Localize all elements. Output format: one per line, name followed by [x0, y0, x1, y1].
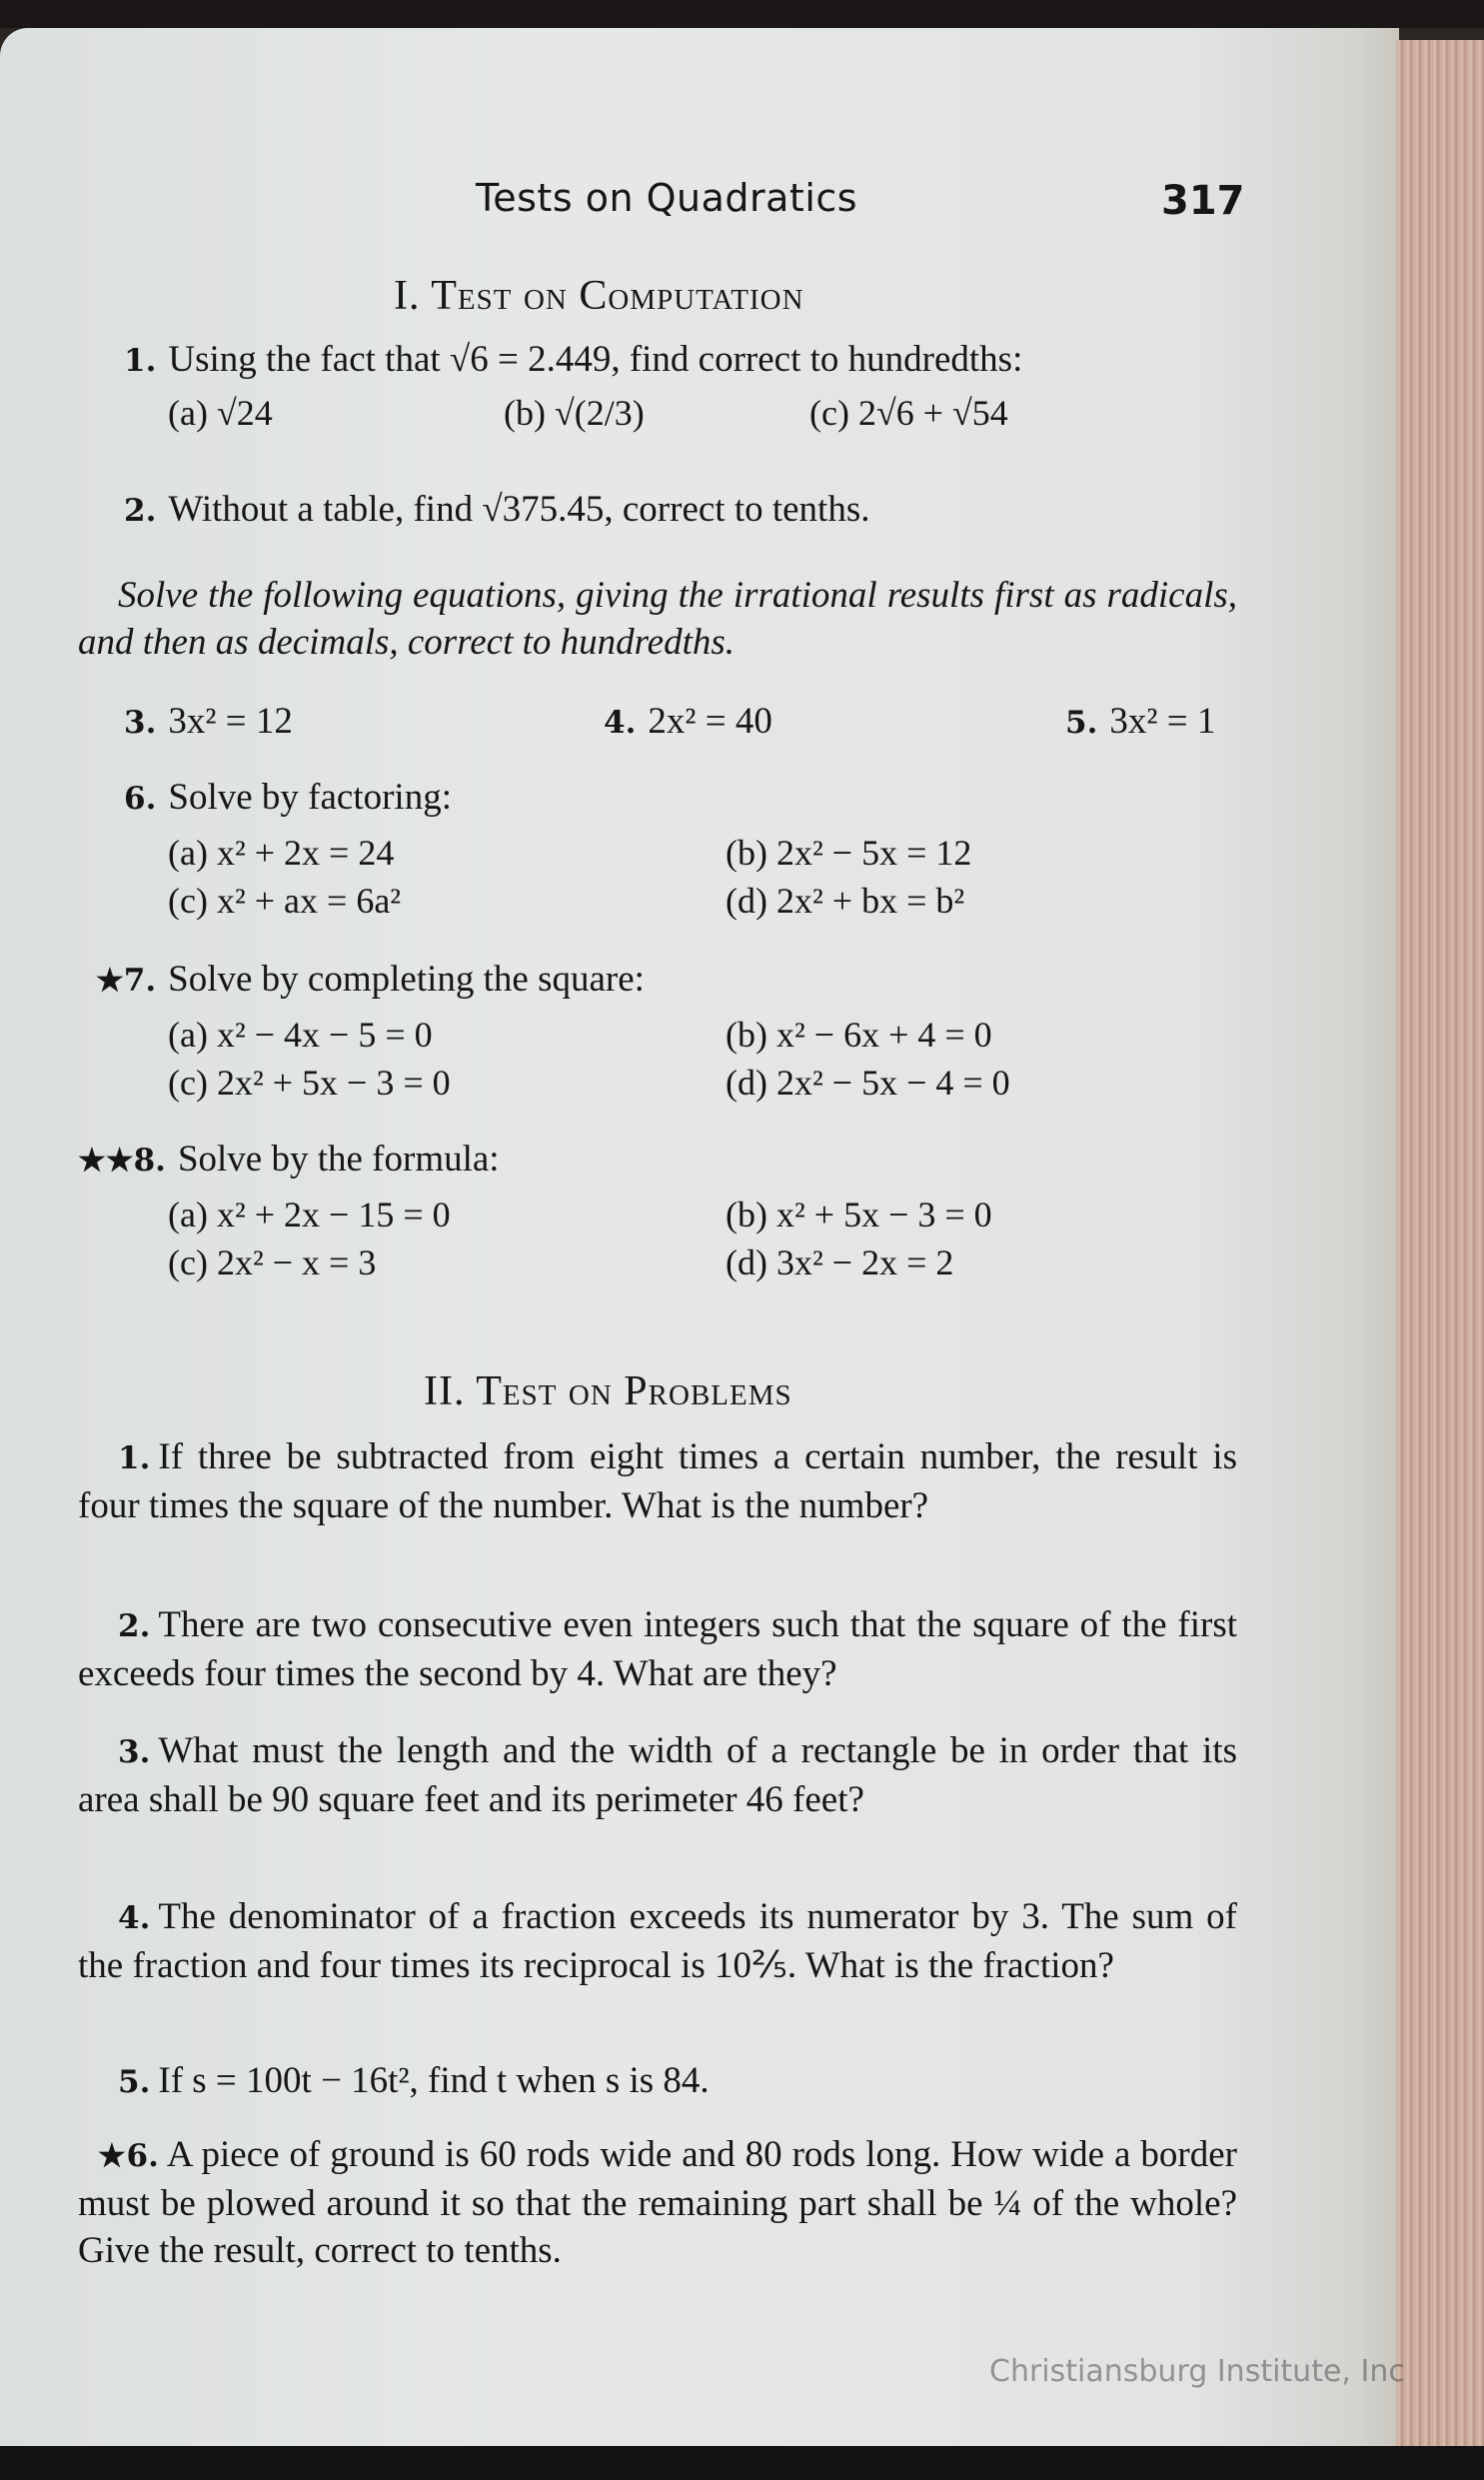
question-5: [1065, 700, 1215, 743]
question-1: [124, 338, 1022, 381]
problem-number: ★6.: [98, 2138, 159, 2174]
question-8-part-b: (b) x² + 5x − 3 = 0: [726, 1195, 992, 1235]
question-7-part-d: (d) 2x² − 5x − 4 = 0: [726, 1063, 1010, 1103]
bottom-border: [0, 2446, 1484, 2480]
question-7: [96, 958, 645, 1001]
question-number: ★★8.: [78, 1143, 166, 1179]
watermark: Christiansburg Institute, Inc: [989, 2354, 1405, 2389]
question-6-part-a: (a) x² + 2x = 24: [168, 833, 395, 873]
problem-6: [78, 2131, 1237, 2274]
page-edge: [1396, 40, 1484, 2449]
problem-number: 2.: [118, 1608, 151, 1644]
problem-5: [78, 2057, 1237, 2106]
question-number: ★7.: [96, 963, 157, 999]
question-text: 2x² = 40: [648, 701, 772, 742]
question-1-part-b: (b) √(2/3): [504, 393, 645, 433]
question-text: 3x² = 1: [1109, 701, 1216, 742]
question-6-part-b: (b) 2x² − 5x = 12: [726, 833, 972, 873]
problem-number: 5.: [118, 2064, 151, 2100]
question-4: [604, 700, 772, 743]
question-6-part-d: (d) 2x² + bx = b²: [726, 881, 965, 921]
question-8-part-d: (d) 3x² − 2x = 2: [726, 1242, 954, 1282]
question-2: [124, 488, 870, 531]
question-number: 3.: [124, 705, 157, 741]
problem-3: [78, 1727, 1237, 1823]
question-text: Solve by factoring:: [168, 777, 452, 818]
problem-text: The denominator of a fraction exceeds its numerator by 3. The sum of the fraction and four times its reciprocal is 10⅖. What is the fraction?: [78, 1896, 1237, 1986]
question-6-part-c: (c) x² + ax = 6a²: [168, 881, 402, 921]
problem-1: [78, 1433, 1237, 1529]
top-border: [0, 0, 1484, 28]
question-3: [124, 700, 293, 743]
question-text: 3x² = 12: [168, 701, 293, 742]
problem-text: If s = 100t − 16t², find t when s is 84.: [158, 2060, 710, 2101]
question-number: 2.: [124, 493, 157, 529]
page-number: 317: [1161, 178, 1245, 224]
question-text: Solve by the formula:: [177, 1139, 500, 1180]
section-title-problems: II. Test on Problems: [424, 1368, 792, 1414]
question-8-part-a: (a) x² + 2x − 15 = 0: [168, 1195, 451, 1235]
question-number: 1.: [124, 343, 157, 379]
question-number: 6.: [124, 781, 157, 817]
problem-number: 1.: [118, 1440, 151, 1476]
problem-text: If three be subtracted from eight times a certain number, the result is four times the square of the number. What is the number?: [78, 1436, 1237, 1526]
problem-text: A piece of ground is 60 rods wide and 80 rods long. How wide a border must be plowed around it so that the remaining part shall be ¼ of the whole? Give the result, correct to tenths.: [78, 2134, 1238, 2271]
question-number: 4.: [604, 705, 637, 741]
question-7-part-b: (b) x² − 6x + 4 = 0: [726, 1015, 992, 1055]
question-8: [78, 1138, 500, 1181]
question-7-part-a: (a) x² − 4x − 5 = 0: [168, 1015, 433, 1055]
problem-number: 3.: [118, 1734, 151, 1770]
question-1-part-c: (c) 2√6 + √54: [809, 393, 1008, 433]
question-text: Solve by completing the square:: [168, 959, 645, 1000]
question-text: Using the fact that √6 = 2.449, find correct to hundredths:: [168, 339, 1023, 380]
problem-4: [78, 1893, 1237, 1989]
question-7-part-c: (c) 2x² + 5x − 3 = 0: [168, 1063, 451, 1103]
question-6: [124, 776, 452, 819]
question-1-part-a: (a) √24: [168, 393, 273, 433]
question-text: Without a table, find √375.45, correct to tenths.: [168, 489, 870, 530]
problem-text: There are two consecutive even integers such that the square of the first exceeds four times the second by 4. What are they?: [78, 1604, 1237, 1694]
instructions: Solve the following equations, giving the irrational results first as radicals, and then as decimals, correct to hundredths.: [78, 575, 1237, 663]
running-head: Tests on Quadratics: [476, 176, 858, 220]
problem-number: 4.: [118, 1900, 151, 1936]
book-page: [0, 28, 1399, 2447]
problem-2: [78, 1601, 1237, 1697]
question-number: 5.: [1065, 705, 1098, 741]
problem-text: What must the length and the width of a rectangle be in order that its area shall be 90 square feet and its perimeter 46 feet?: [78, 1730, 1237, 1820]
question-8-part-c: (c) 2x² − x = 3: [168, 1242, 377, 1282]
section-title-computation: I. Test on Computation: [394, 273, 804, 319]
